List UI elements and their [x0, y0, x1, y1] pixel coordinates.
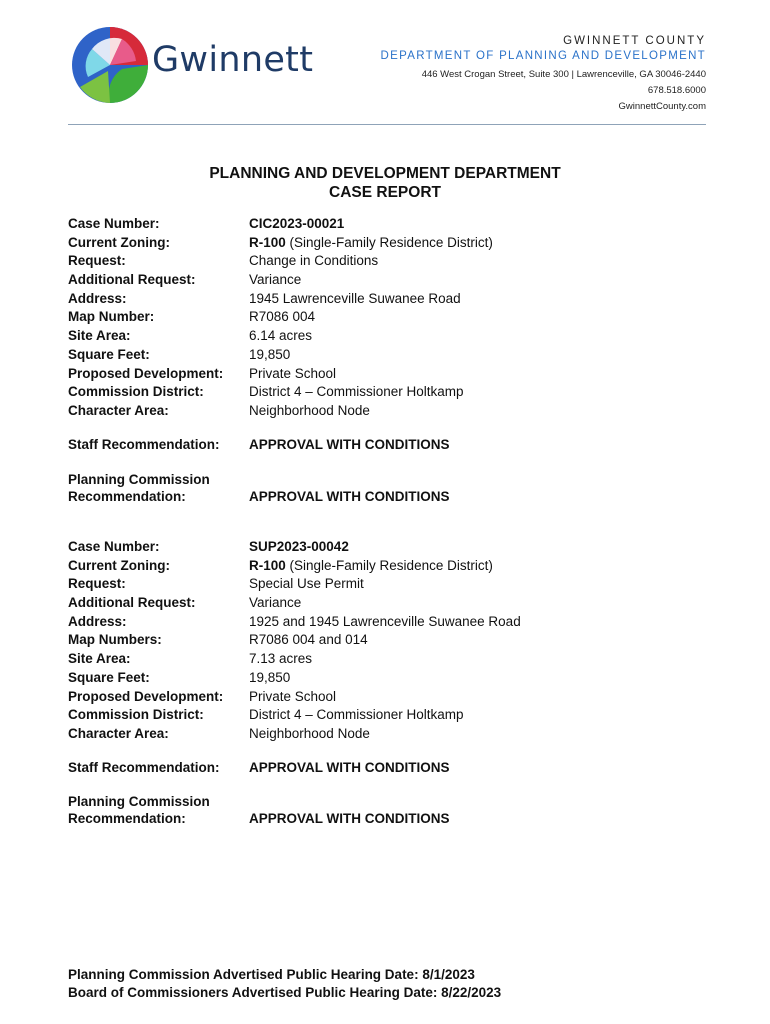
county-name: GWINNETT COUNTY: [563, 35, 706, 47]
report-title: [0, 164, 770, 202]
field-value: Private School: [249, 365, 337, 381]
field-value: CIC2023-00021: [249, 216, 345, 231]
staff-recommendation-value: APPROVAL WITH CONDITIONS: [249, 437, 450, 452]
office-website[interactable]: GwinnettCounty.com: [618, 101, 706, 112]
case1-pc-recommendation: [68, 471, 450, 505]
zoning-description: (Single-Family Residence District): [285, 234, 493, 250]
field-row: [68, 234, 493, 253]
field-row: [68, 271, 493, 290]
field-label: Commission District:: [68, 384, 204, 400]
field-label: Commission District:: [68, 707, 204, 723]
case2-staff-recommendation: [68, 759, 450, 776]
field-row: [68, 669, 521, 688]
field-label: Site Area:: [68, 328, 131, 344]
field-value: [249, 557, 493, 576]
field-row: [68, 688, 521, 707]
field-label: Site Area:: [68, 651, 131, 667]
field-value: 7.13 acres: [249, 651, 313, 667]
field-value: SUP2023-00042: [249, 539, 349, 554]
field-row: [68, 402, 493, 421]
field-row: [68, 594, 521, 613]
field-row: [68, 365, 493, 384]
case2-pc-recommendation: [68, 793, 450, 827]
field-value: Variance: [249, 595, 302, 611]
field-row: [68, 290, 493, 309]
field-label: Current Zoning:: [68, 234, 170, 250]
field-value: 1925 and 1945 Lawrenceville Suwanee Road: [249, 613, 521, 629]
gwinnett-logo-icon: [70, 25, 150, 105]
boc-hearing-date: Board of Commissioners Advertised Public Hearing Date: 8/22/2023: [68, 985, 502, 1000]
field-value: 1945 Lawrenceville Suwanee Road: [249, 290, 461, 306]
field-value: Special Use Permit: [249, 576, 364, 592]
department-header: [381, 34, 706, 115]
field-label: Square Feet:: [68, 669, 150, 685]
field-value: 19,850: [249, 346, 291, 362]
field-label: Additional Request:: [68, 595, 196, 611]
field-row: [68, 650, 521, 669]
field-row: [68, 346, 493, 365]
pc-recommendation-label: [68, 793, 249, 827]
office-address: 446 West Crogan Street, Suite 300 | Lawrenceville, GA 30046-2440: [421, 69, 706, 80]
field-label: Character Area:: [68, 725, 169, 741]
staff-recommendation-value: APPROVAL WITH CONDITIONS: [249, 760, 450, 775]
zoning-code: R-100: [249, 234, 286, 250]
field-label: Proposed Development:: [68, 688, 224, 704]
zoning-description: (Single-Family Residence District): [285, 557, 493, 573]
field-value: Private School: [249, 688, 337, 704]
case1-staff-recommendation: [68, 436, 450, 453]
office-phone: 678.518.6000: [647, 85, 706, 96]
field-row: [68, 215, 493, 234]
pc-recommendation-label: [68, 471, 249, 505]
field-value: [249, 234, 493, 253]
case1-fields: [68, 215, 493, 421]
hearing-dates: [68, 966, 501, 1002]
pc-hearing-date: Planning Commission Advertised Public Hearing Date: 8/1/2023: [68, 967, 475, 982]
field-label: Case Number:: [68, 216, 160, 231]
field-label: Address:: [68, 290, 127, 306]
field-row: [68, 383, 493, 402]
report-title-line1: PLANNING AND DEVELOPMENT DEPARTMENT: [209, 165, 561, 182]
field-row: [68, 252, 493, 271]
field-label: Additional Request:: [68, 272, 196, 288]
pc-label-line1: Planning Commission: [68, 794, 210, 809]
field-value: R7086 004 and 014: [249, 632, 368, 648]
field-row: [68, 327, 493, 346]
field-row: [68, 557, 521, 576]
pc-recommendation-value: APPROVAL WITH CONDITIONS: [249, 489, 450, 504]
field-label: Square Feet:: [68, 346, 150, 362]
field-value: Neighborhood Node: [249, 402, 370, 418]
case2-fields: [68, 538, 521, 744]
field-value: Neighborhood Node: [249, 725, 370, 741]
field-label: Character Area:: [68, 402, 169, 418]
field-value: 6.14 acres: [249, 328, 313, 344]
field-row: [68, 308, 493, 327]
department-name: DEPARTMENT OF PLANNING AND DEVELOPMENT: [380, 50, 706, 62]
pc-label-line2: Recommendation:: [68, 489, 186, 504]
field-label: Map Number:: [68, 309, 155, 325]
field-value: 19,850: [249, 669, 291, 685]
field-label: Current Zoning:: [68, 557, 170, 573]
header-divider: [68, 124, 706, 125]
pc-label-line2: Recommendation:: [68, 811, 186, 826]
field-value: District 4 – Commissioner Holtkamp: [249, 384, 464, 400]
zoning-code: R-100: [249, 557, 286, 573]
field-value: Variance: [249, 272, 302, 288]
staff-recommendation-label: Staff Recommendation:: [68, 437, 220, 452]
field-row: [68, 575, 521, 594]
field-label: Request:: [68, 576, 126, 592]
logo-wordmark: Gwinnett: [152, 40, 314, 80]
field-label: Proposed Development:: [68, 365, 224, 381]
staff-recommendation-label: Staff Recommendation:: [68, 760, 220, 775]
field-row: [68, 631, 521, 650]
field-label: Map Numbers:: [68, 632, 162, 648]
field-label: Case Number:: [68, 539, 160, 554]
field-row: [68, 725, 521, 744]
report-title-line2: CASE REPORT: [329, 184, 441, 201]
pc-recommendation-value: APPROVAL WITH CONDITIONS: [249, 811, 450, 826]
field-label: Request:: [68, 253, 126, 269]
field-row: [68, 706, 521, 725]
field-value: District 4 – Commissioner Holtkamp: [249, 707, 464, 723]
field-value: Change in Conditions: [249, 253, 379, 269]
field-value: R7086 004: [249, 309, 316, 325]
field-label: Address:: [68, 613, 127, 629]
pc-label-line1: Planning Commission: [68, 472, 210, 487]
field-row: [68, 538, 521, 557]
field-row: [68, 613, 521, 632]
